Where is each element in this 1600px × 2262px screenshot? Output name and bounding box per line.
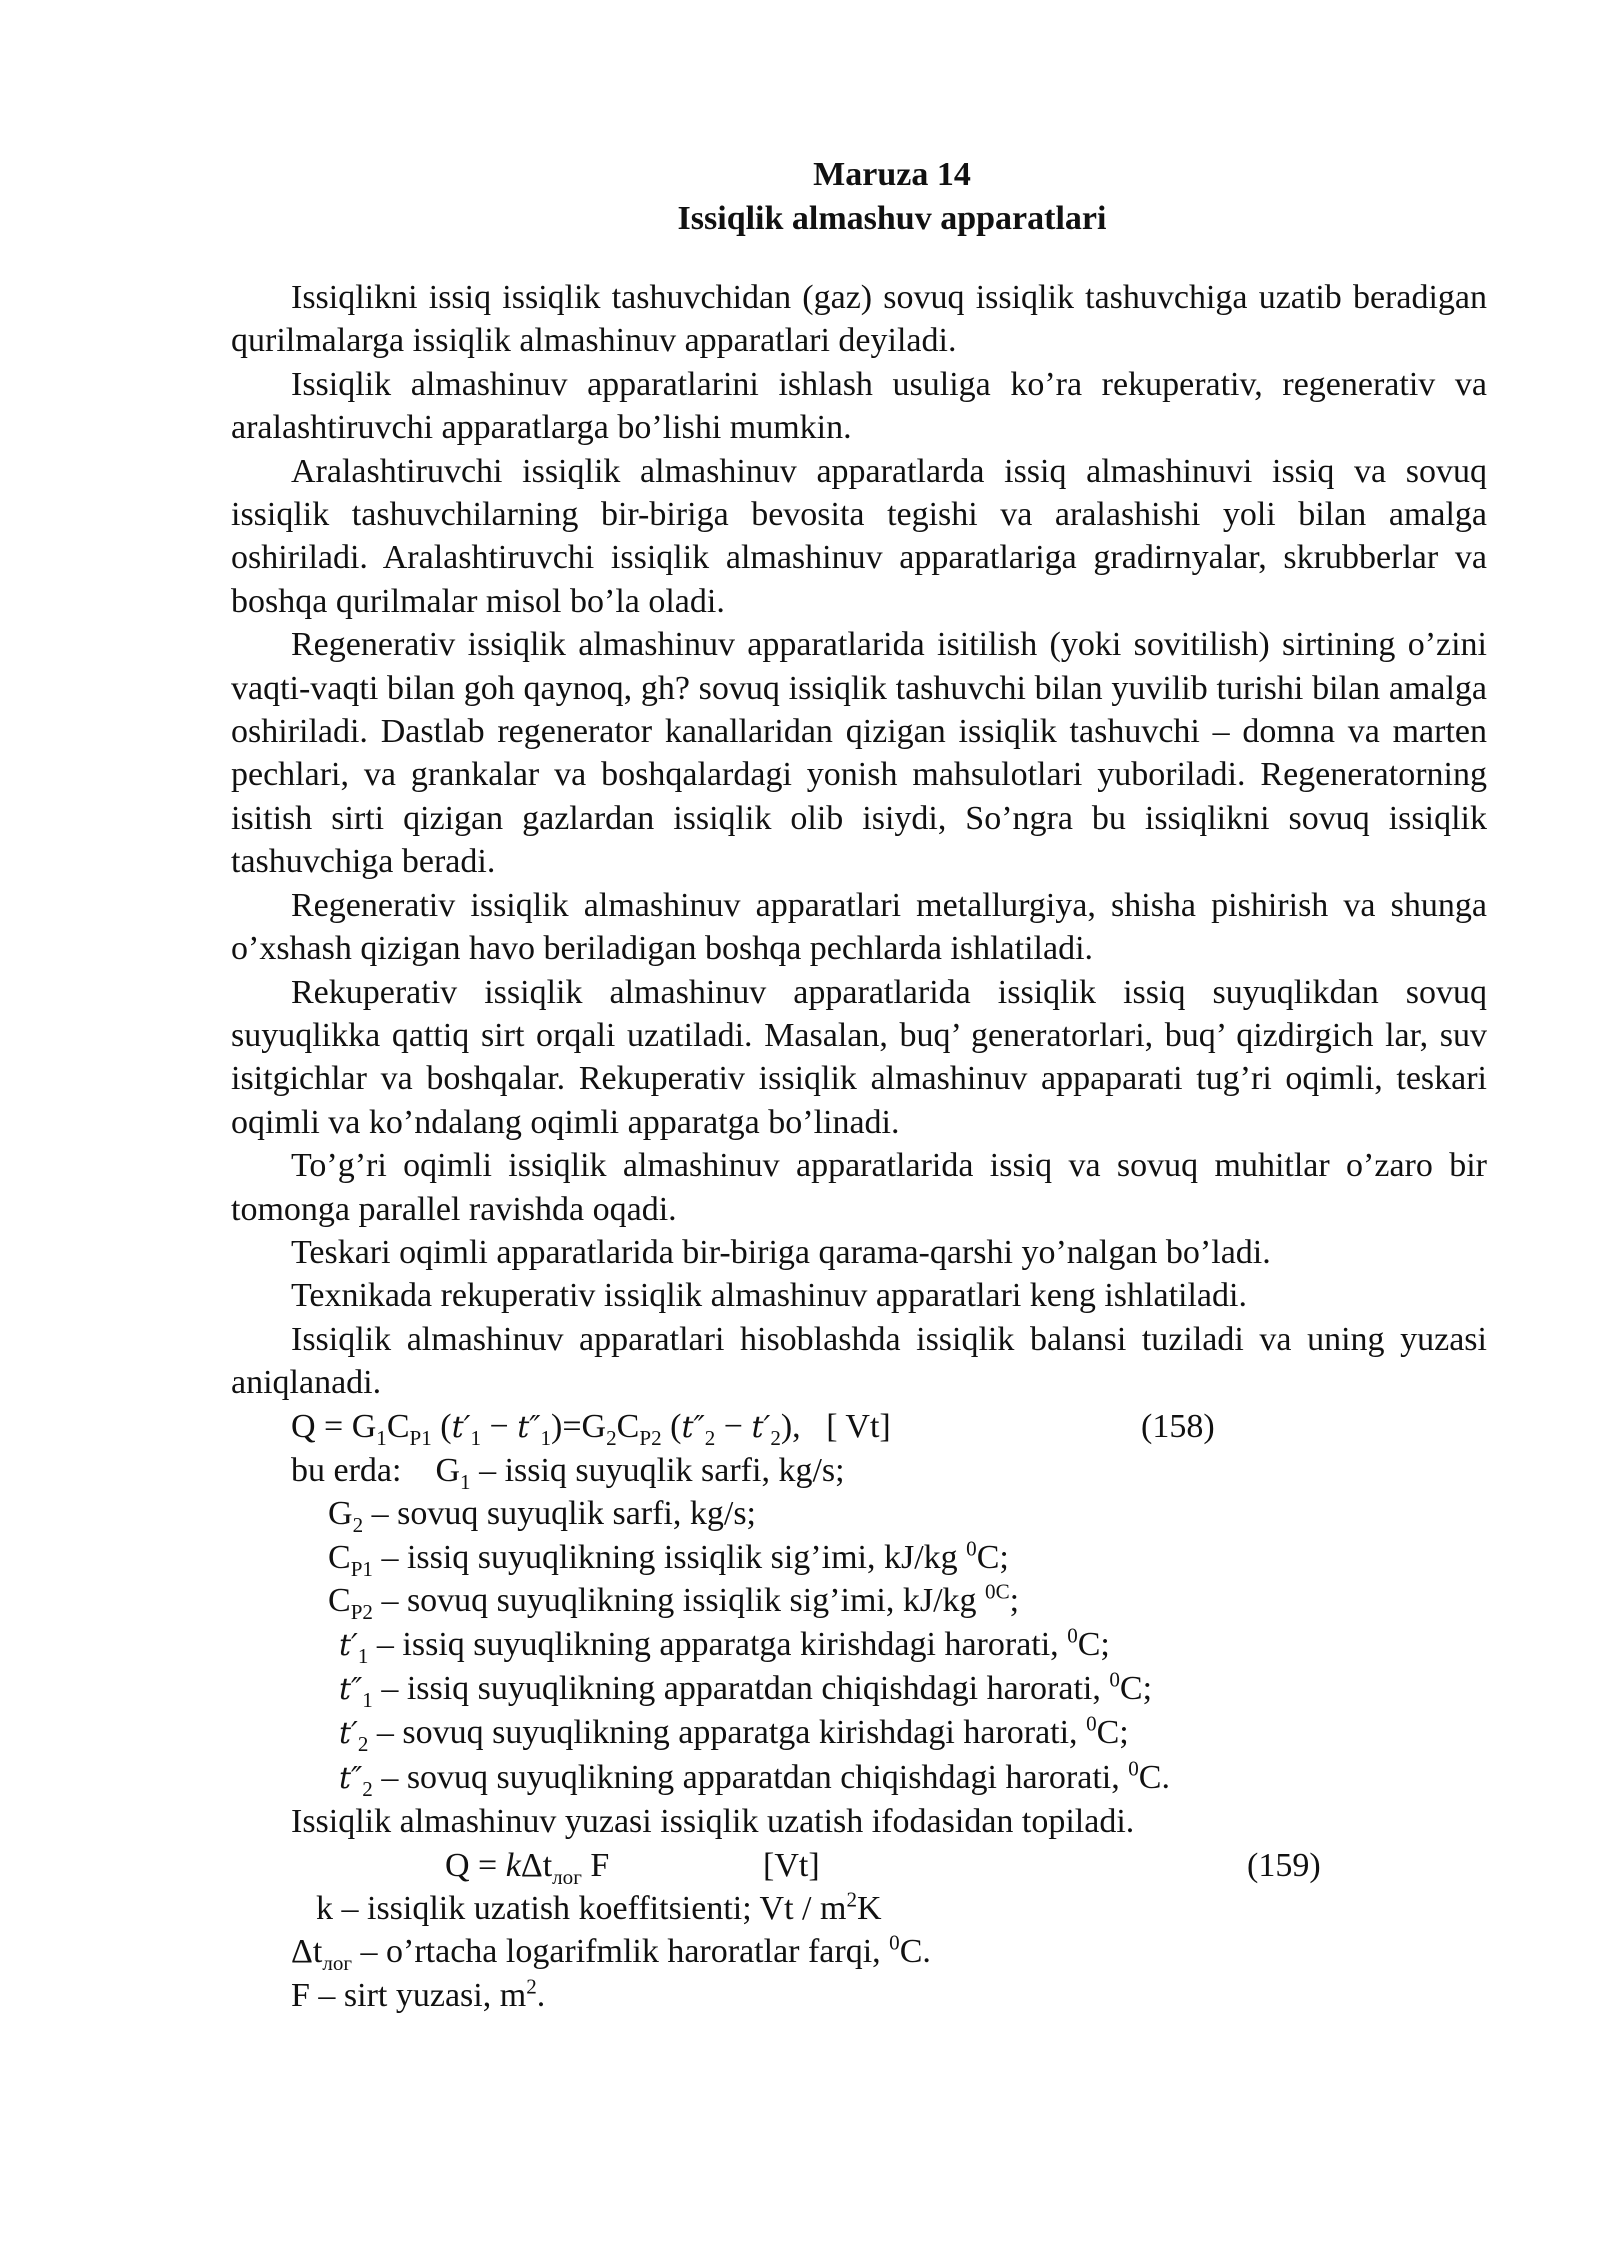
where-cp2: $C_{P2}$ – sovuq suyuqlikning issiqlik sig’imi, kJ/kg $^{0C}$;: [328, 1579, 1020, 1624]
paragraph: To’g’ri oqimli issiqlik almashinuv apparatlarida issiq va sovuq muhitlar o’zaro bir tomonga parallel ravishda oqadi.: [231, 1147, 1487, 1228]
where-t2-out: $t''_2$ – sovuq suyuqlikning apparatdan chiqishdagi harorati, $^0$C.: [339, 1756, 1170, 1801]
lecture-title: Issiqlik almashuv apparatlari: [677, 200, 1107, 237]
equation-number: (158): [1141, 1407, 1215, 1445]
paragraph: Regenerativ issiqlik almashinuv apparatlari metallurgiya, shisha pishirish va shunga o’xshash qizigan havo beriladigan boshqa pechlarda ishlatiladi.: [231, 886, 1487, 968]
where-t2-in: $t'_2$ – sovuq suyuqlikning apparatga kirishdagi harorati, $^0$C;: [339, 1712, 1129, 1757]
paragraph: Aralashtiruvchi issiqlik almashinuv apparatlarda issiq almashinuvi issiq va sovuq issiqlik tashuvchilarning bir-biriga bevosita tegishi va aralashishi yoli bilan amalga oshiriladi. Aralashtiruvchi issiqlik almashinuv apparatlariga gradirnyalar, skrubberlar va boshqa qurilmalar misol bo’la oladi.: [231, 452, 1487, 620]
document-body: [231, 276, 1487, 2017]
def-k: k – issiqlik uzatish koeffitsienti; Vt / $m^2K$: [316, 1887, 882, 1928]
paragraph: Issiqlikni issiq issiqlik tashuvchidan (gaz) sovuq issiqlik tashuvchiga uzatib beradigan qurilmalarga issiqlik almashinuv apparatlari deyiladi.: [231, 279, 1487, 360]
def-f: F – sirt yuzasi, $m^2$.: [291, 1974, 546, 2014]
equation-unit: [ Vt]: [826, 1407, 891, 1445]
where-g1: bu erda: $G_1$ – issiq suyuqlik sarfi, kg/s;: [291, 1451, 845, 1494]
equation-unit: [Vt]: [763, 1846, 820, 1884]
where-cp1: $C_{P1}$ – issiq suyuqlikning issiqlik sig’imi, kJ/kg $^0$C;: [328, 1536, 1009, 1581]
paragraph: Issiqlik almashinuv apparatlari hisoblashda issiqlik balansi tuziladi va uning yuzasi aniqlanadi.: [231, 1320, 1487, 1402]
where-g2: $G_2$ – sovuq suyuqlik sarfi, kg/s;: [328, 1495, 757, 1538]
paragraph: Texnikada rekuperativ issiqlik almashinuv apparatlari keng ishlatiladi.: [291, 1277, 1247, 1315]
equation-159: Q = kΔt$_{лог}$ F [Vt] (159): [231, 1844, 1487, 1887]
where-t1-out: $t''_1$ – issiq suyuqlikning apparatdan chiqishdagi harorati, $^0$C;: [339, 1667, 1153, 1712]
equation-158: $Q = G_1C_{P1}$ $(t'_1 - t''_1)=G_2C_{P2}$ $(t''_2 - t'_2)$, [ Vt] (158): [231, 1405, 1487, 1449]
equation-number: (159): [1247, 1846, 1321, 1884]
paragraph: Teskari oqimli apparatlarida bir-biriga qarama-qarshi yo’nalgan bo’ladi.: [291, 1233, 1271, 1271]
paragraph: Rekuperativ issiqlik almashinuv apparatlarida issiqlik issiq suyuqlikdan sovuq suyuqlikka qattiq sirt orqali uzatiladi. Masalan, buq’ generatorlari, buq’ qizdirgich lar, suv isitgichlar va boshqalar. Rekuperativ issiqlik almashinuv appaparati tug’ri oqimli, teskari oqimli va ko’ndalang oqimli apparatga bo’linadi.: [231, 973, 1487, 1141]
surface-paragraph: Issiqlik almashinuv yuzasi issiqlik uzatish ifodasidan topiladi.: [291, 1803, 1135, 1841]
paragraph: Regenerativ issiqlik almashinuv apparatlarida isitilish (yoki sovitilish) sirtining o’zini vaqti-vaqti bilan goh qaynoq, gh? sovuq issiqlik tashuvchi bilan yuvilib turishi bilan amalga oshiriladi. Dastlab regenerator kanallaridan qizigan issiqlik tashuvchi – domna va marten pechlari, va grankalar va boshqalardagi yonish mahsulotlari yuboriladi. Regeneratorning isitish sirti qizigan gazlardan issiqlik olib isiydi, So’ngra bu issiqlikni sovuq issiqlik tashuvchiga beradi.: [231, 626, 1487, 881]
lecture-number: Maruza 14: [813, 156, 971, 193]
paragraph: Issiqlik almashinuv apparatlarini ishlash usuliga ko’ra rekuperativ, regenerativ va aralashtiruvchi apparatlarga bo’lishi mumkin.: [231, 365, 1487, 447]
def-dt: $\Delta t_{лог}$ – o’rtacha logarifmlik haroratlar farqi, $^0$C.: [291, 1931, 931, 1976]
where-t1-in: $t'_1$ – issiq suyuqlikning apparatga kirishdagi harorati, $^0$C;: [339, 1623, 1110, 1668]
